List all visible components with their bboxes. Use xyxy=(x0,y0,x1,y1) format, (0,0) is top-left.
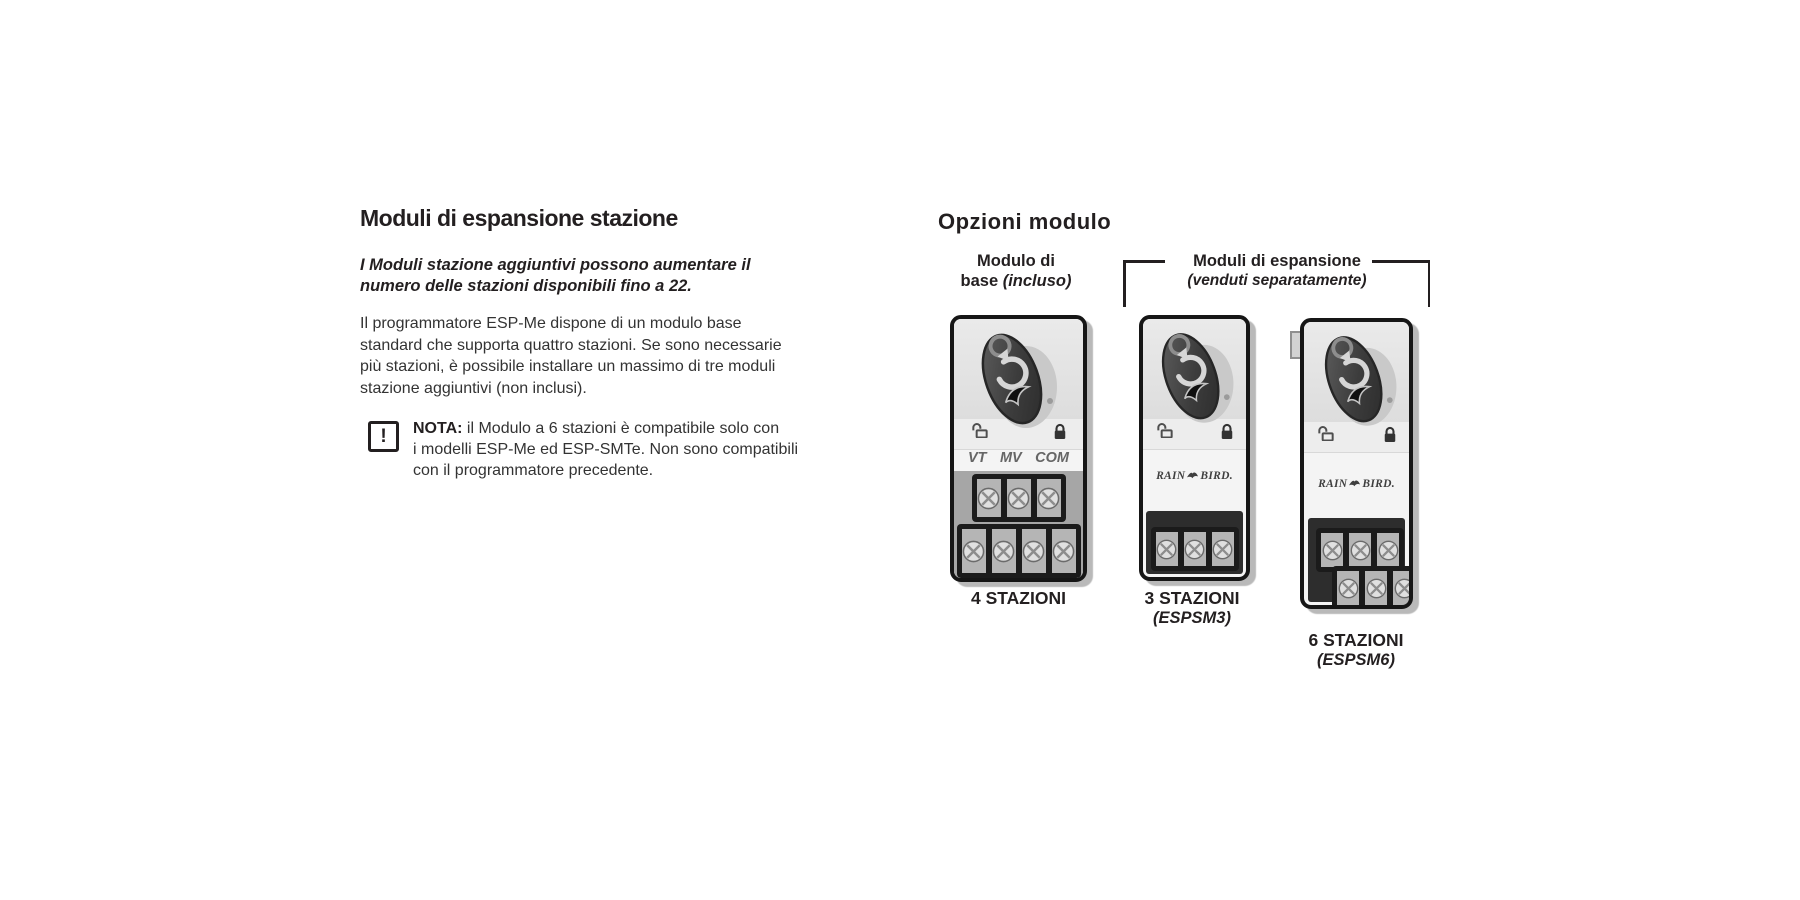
body-text xyxy=(360,313,830,399)
terminal-label: MV xyxy=(999,450,1022,466)
module-subcaption: (ESPSM3) xyxy=(1153,609,1231,627)
terminal-screw xyxy=(992,529,1016,573)
intro-line: numero delle stazioni disponibili fino a 22. xyxy=(360,277,692,295)
left-text-column xyxy=(360,205,830,481)
body-line: stazione aggiuntivi (non inclusi). xyxy=(360,379,587,397)
terminal-screw xyxy=(1184,532,1206,566)
terminal-screw xyxy=(1212,532,1234,566)
unlock-icon xyxy=(1316,425,1336,446)
module-expansion-3-station xyxy=(1139,315,1250,581)
terminal-screw xyxy=(1337,571,1359,605)
terminal-screw xyxy=(1365,571,1387,605)
expansion-bracket-line xyxy=(1123,260,1165,263)
expansion-bracket-line xyxy=(1428,260,1431,307)
terminal-block xyxy=(1332,566,1409,605)
note-line: con il programmatore precedente. xyxy=(413,462,654,479)
terminal-block xyxy=(972,474,1066,522)
terminal-screw xyxy=(1321,533,1343,567)
note-callout xyxy=(360,418,830,481)
body-line: standard che supporta quattro stazioni. Se sono necessarie xyxy=(360,336,782,354)
terminal-area xyxy=(1308,518,1405,602)
terminal-screw xyxy=(962,529,986,573)
bird-icon xyxy=(1348,478,1361,489)
module-base-4-station xyxy=(950,315,1087,582)
module-caption: 4 STAZIONI xyxy=(971,588,1066,608)
terminal-screw xyxy=(1156,532,1178,566)
section-heading: Opzioni modulo xyxy=(938,209,1112,234)
note-line: NOTA: il Modulo a 6 stazioni è compatibile solo con xyxy=(413,420,780,437)
page-title: Moduli di espansione stazione xyxy=(360,205,678,231)
terminal-block xyxy=(957,524,1081,578)
terminal-block xyxy=(1151,527,1239,571)
base-module-label: Modulo di base (incluso) xyxy=(960,252,1072,290)
terminal-screw xyxy=(1052,529,1076,573)
lock-icon xyxy=(1383,426,1397,448)
terminal-labels xyxy=(954,450,1083,466)
terminal-screw xyxy=(1022,529,1046,573)
note-label: NOTA: xyxy=(413,420,463,437)
rain-bird-logo: RAIN BIRD. xyxy=(1318,478,1395,490)
module-subcaption: (ESPSM6) xyxy=(1317,651,1395,669)
lock-icon xyxy=(1053,423,1067,445)
terminal-screw xyxy=(1377,533,1399,567)
terminal-screw xyxy=(1349,533,1371,567)
rain-bird-logo: RAIN BIRD. xyxy=(1156,470,1233,482)
expansion-bracket-line xyxy=(1123,260,1126,307)
terminal-area xyxy=(1146,511,1243,574)
terminal-screw xyxy=(1393,571,1409,605)
exclamation-box-icon: ! xyxy=(368,421,399,452)
terminal-label: COM xyxy=(1035,450,1069,466)
terminal-label: VT xyxy=(968,450,987,466)
note-text xyxy=(413,418,798,481)
bird-icon xyxy=(1186,470,1199,481)
terminal-screw xyxy=(1037,479,1061,517)
module-caption: 3 STAZIONI (ESPSM3) xyxy=(1130,588,1254,628)
expansion-modules-label: Moduli di espansione (venduti separatamente) xyxy=(1187,252,1367,289)
expansion-bracket-line xyxy=(1372,260,1430,263)
body-line: più stazioni, è possibile installare un massimo di tre moduli xyxy=(360,358,776,375)
body-line: Il programmatore ESP-Me dispone di un modulo base xyxy=(360,315,742,332)
intro-line: I Moduli stazione aggiuntivi possono aumentare il xyxy=(360,256,751,274)
module-caption: 6 STAZIONI (ESPSM6) xyxy=(1294,630,1418,670)
lock-icon xyxy=(1220,423,1234,445)
module-expansion-6-station xyxy=(1300,318,1413,609)
terminal-screw xyxy=(1007,479,1031,517)
terminal-screw xyxy=(977,479,1001,517)
note-line: i modelli ESP-Me ed ESP-SMTe. Non sono compatibili xyxy=(413,441,799,458)
unlock-icon xyxy=(1155,422,1175,443)
intro-text xyxy=(360,255,830,297)
unlock-icon xyxy=(970,422,990,443)
